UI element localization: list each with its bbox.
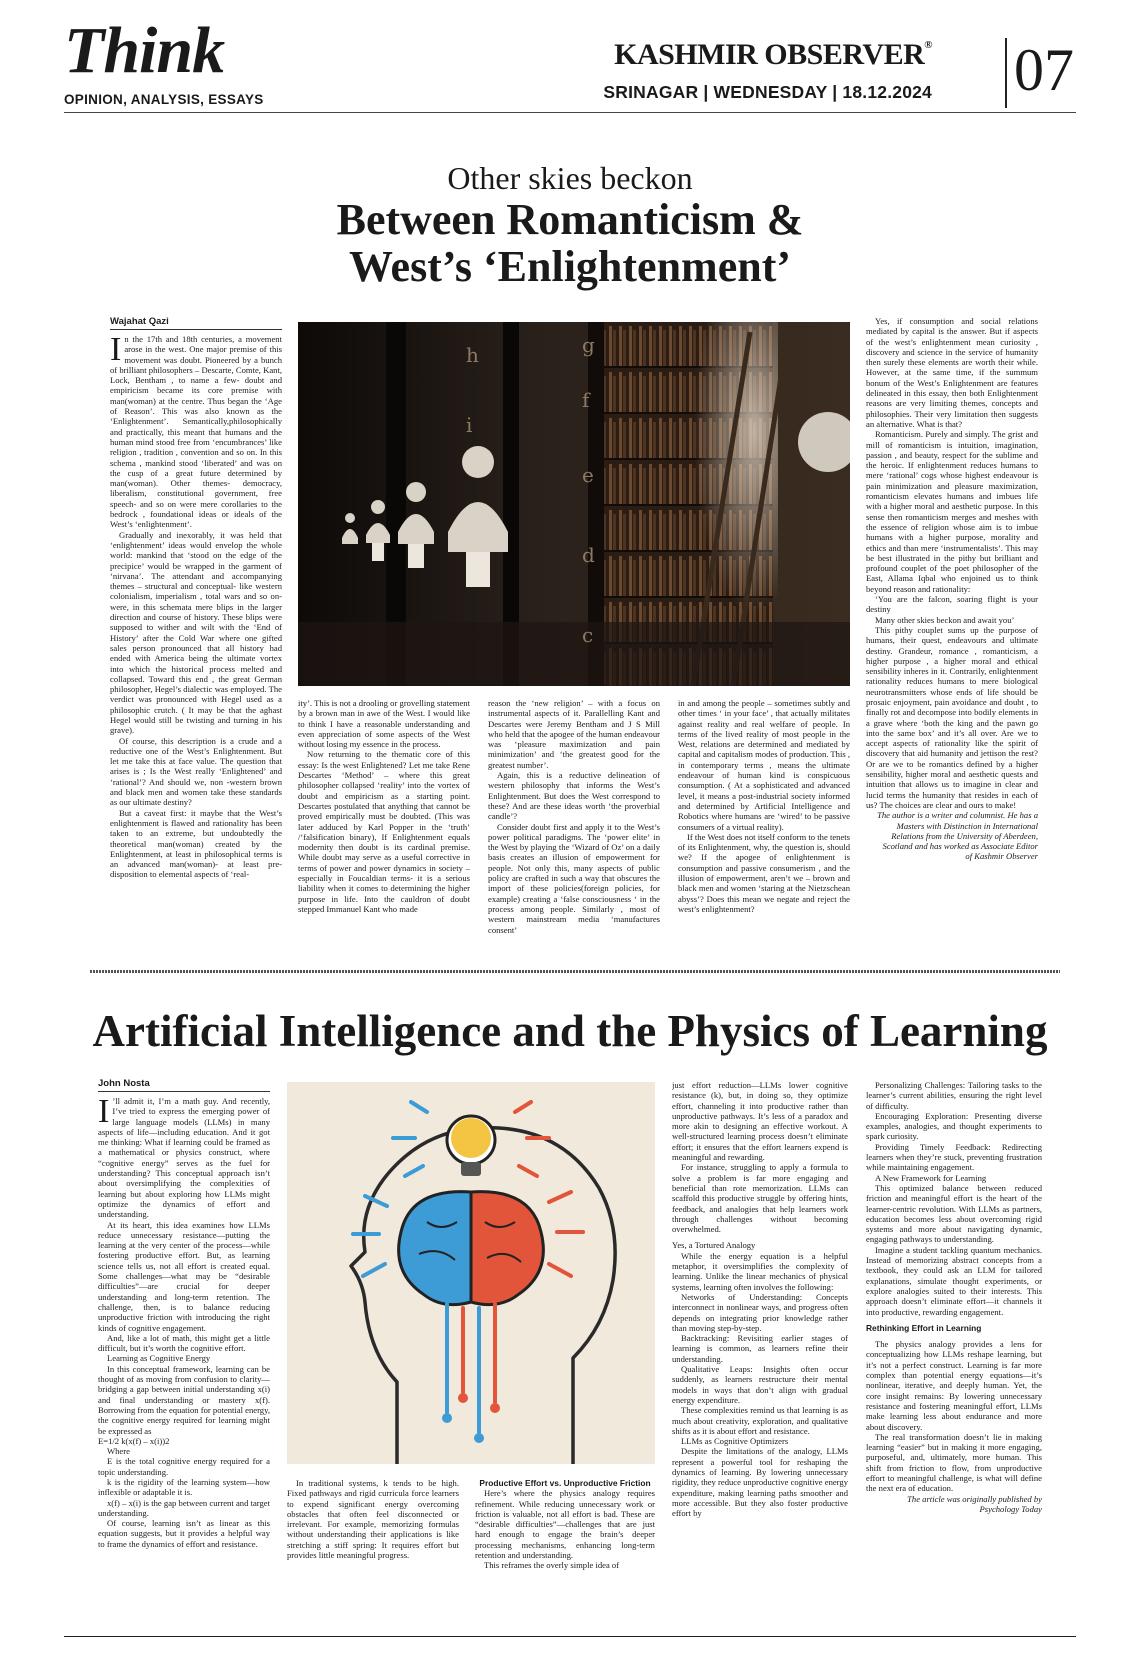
paragraph: k is the rigidity of the learning system—how inflexible or adaptable it is. bbox=[98, 1476, 270, 1498]
paragraph: The physics analogy provides a lens for conceptualizing how LLMs reshape learning, but it’s not a perfect construct. Learning is far more complex than potential energy equations—it’s nonlinear, iterative, and deeply human. Yet, the core insight remains: By lowering unnecessary resistance and fostering meaningful effort, LLMs make learning less about endurance and more about discovery. bbox=[866, 1339, 1042, 1432]
paragraph: Personalizing Challenges: Tailoring tasks to the learner’s current abilities, ensuring the right level of difficulty. bbox=[866, 1080, 1042, 1111]
paragraph: This pithy couplet sums up the purpose of humans, their quest, endeavours and ultimate destiny. Grandeur, romance , romanticism, a higher purpose , a higher moral and ethical sensibility inheres in it. Contrarily, enlightenment rationality reduces humans to mere biological neurotransmitters whose ends of life should be prosaic enjoyment, pain avoidance and doubt , to finally rot and decompose into bodily elements in a grave where ‘both the king and the pawn go into the same box’ and it’s all over. Are we to accept aspects of rationality like the spirit of discovery that aid humanity and jettison the rest? Or are we to be romantics defined by a higher sensibility, higher moral and aesthetic quests and intuition that allows us to imagine in clear and lucid terms the humanity that resides in each of us? The choices are clear and ours to make! bbox=[866, 624, 1038, 810]
article2-column-3 bbox=[475, 1478, 655, 1628]
brain-lightbulb-illustration bbox=[287, 1082, 655, 1464]
paragraph: These complexities remind us that learning is as much about creativity, exploration, and qualitative shifts as it is about effort and resistance. bbox=[672, 1405, 848, 1436]
paragraph: But a caveat first: it maybe that the West’s enlightenment is flawed and rationality has been taken to an extreme, but undoubtedly the theoretical man(woman) created by the Enlightenment, at least in philosophical terms is an advanced man(woman)- at least pre-disposition to elemental aspects of ‘real- bbox=[110, 807, 282, 880]
paragraph: Qualitative Leaps: Insights often occur suddenly, as learners restructure their mental models in ways that don’t align with gradual energy expenditure. bbox=[672, 1364, 848, 1405]
subhead: Yes, a Tortured Analogy bbox=[672, 1240, 756, 1251]
article1-column-2 bbox=[298, 698, 470, 958]
subhead: A New Framework for Learning bbox=[875, 1172, 987, 1183]
poem-line: ‘You are the falcon, soaring flight is your destiny bbox=[866, 594, 1038, 615]
article2-column-2 bbox=[287, 1478, 459, 1628]
poem-line: Many other skies beckon and await you’ bbox=[875, 614, 1015, 625]
dropcap: I bbox=[110, 334, 122, 368]
paragraph: In this conceptual framework, learning can be thought of as moving from confusion to clarity—bridging a gap between initial understanding x(i) and final understanding or mastery x(f). Borrowing from the equation for potential energy, the cognitive energy required for learning might be expressed as bbox=[98, 1363, 270, 1436]
paragraph: Gradually and inexorably, it was held that ‘enlightenment’ ideas would envelop the whole world: mankind that ‘stood on the edge of the precipice’ would be wrapped in the garment of ‘nirvana’. The attendant and accompanying themes – structural and conceptual- like western colonialism, imperialism , total wars and so on- were, in this schemata mere blips in the larger direction and course of history. These blips were supposed to wither and wilt with the ‘End of History’ after the Cold War where one gifted sales person pronounced that all history had ended with America being the ultimate vortex into which the historical process melted and collapsed. Toward this end , the great German philosopher, Hegel’s dialectic was employed. The verdict was pronounced with Hegel used as a philosophic crutch. ( It may be that the aghast Hegel would still be twisting and turning in his grave). bbox=[110, 529, 282, 736]
source-credit: Psychology Today bbox=[979, 1503, 1042, 1514]
paragraph: If the West does not itself conform to the tenets of its Enlightenment, why, the question is, should we? If the apogee of enlightenment is consumption and passive consumerism , and the illusion of empowerment, aren’t we – brown and black men and women ‘staring at the Nietzschean abyss’? Does this mean we negate and reject the west’s enlightenment? bbox=[678, 831, 850, 914]
paragraph: reason the ‘new religion’ – with a focus on instrumental aspects of it. Parallelling Kant and Descartes were Jeremy Bentham and J S Mill who held that the apogee of the human endeavour was ‘pleasure maximization and pain minimization’ and ‘the greatest good for the greatest number’. bbox=[488, 698, 660, 770]
article1-column-5 bbox=[866, 316, 1038, 958]
masthead-divider bbox=[1005, 38, 1007, 108]
article1-column-4 bbox=[678, 698, 850, 958]
page-bottom-rule bbox=[64, 1636, 1076, 1637]
masthead-rule bbox=[64, 112, 1076, 113]
equation: E=1/2 k(x(f) – x(i))2 bbox=[98, 1435, 170, 1446]
paragraph: Encouraging Exploration: Presenting diverse examples, analogies, and thought experiments to spark curiosity. bbox=[866, 1110, 1042, 1142]
paragraph: At its heart, this idea examines how LLMs reduce unnecessary resistance—putting the learning at the very center of the process—while fostering productive effort. But, as learning science tells us, not all effort is created equal. Some challenges—what may be “desirable difficulties”—are crucial for deeper understanding and long-term retention. The challenge, then, is to balance reducing unproductive friction with introducing the right kinds of cognitive engagement. bbox=[98, 1219, 270, 1333]
paragraph: In traditional systems, k tends to be high. Fixed pathways and rigid curricula force learners to expend significant energy overcoming obstacles that often feel disconnected or irrelevant. For example, memorizing formulas without understanding their applications is like stretching a stiff spring: It requires effort but provides little meaningful progress. bbox=[287, 1478, 459, 1561]
shelf-letter: c bbox=[582, 623, 594, 647]
shelf-letter: e bbox=[582, 463, 594, 487]
paragraph: ity’. This is not a drooling or grovelling statement by a brown man in awe of the West. I would like to think I have a reasonable understanding and even appreciation of some aspects of the West without losing my essence in the process. bbox=[298, 698, 470, 750]
paragraph: The real transformation doesn’t lie in making learning “easier” but in making it more engaging, purposeful, and, ultimately, more human. This shift from friction to flow, from unproductive effort to meaningful challenge, is what will define the next era of education. bbox=[866, 1431, 1042, 1494]
paragraph: Imagine a student tackling quantum mechanics. Instead of memorizing abstract concepts from a textbook, they could ask an LLM for tailored explanations, simulate thought experiments, or explore analogies suited to their interests. This approach doesn’t eliminate effort—it channels it into productive, rewarding engagement. bbox=[866, 1244, 1042, 1317]
paragraph: Yes, if consumption and social relations mediated by capital is the answer. But if aspects of the west’s enlightenment mean curiosity , discovery and science in the service of humanity then surely these elements are worth their while. However, at the same time, if the summum bonum of the West’s Enlightenment are features delineated in this essay, then both Enlightenment reasons are very limiting themes, concepts and philosophies. Their very limitation then suggests an alternative. What is that? bbox=[866, 316, 1038, 429]
subhead: Learning as Cognitive Energy bbox=[107, 1353, 211, 1364]
dropcap: I bbox=[98, 1096, 110, 1130]
registered-mark: ® bbox=[924, 39, 932, 51]
paragraph: just effort reduction—LLMs lower cognitive resistance (k), but, in doing so, they optimize effort, channeling it into productive rather than unproductive pathways. It’s less of a paradox and more akin to designing an effective workout. A well-structured learning process doesn’t eliminate effort; it ensures that the effort learners expend is meaningful and rewarding. bbox=[672, 1080, 848, 1163]
subhead: LLMs as Cognitive Optimizers bbox=[681, 1436, 789, 1447]
section-title: Think bbox=[64, 14, 225, 87]
shelf-letter: h bbox=[466, 343, 479, 367]
shelf-letter: d bbox=[582, 543, 595, 567]
article1-column-3 bbox=[488, 698, 660, 958]
author-credit: The author is a writer and columnist. He has a Masters with Distinction in International Relations from the University of Aberdeen, Scotland and has worked as Associate Editor bbox=[877, 810, 1038, 852]
paragraph: Romanticism. Purely and simply. The grist and mill of romanticism is intuition, imagination, passion , and beauty, respect for the sublime and the heroic. If enlightenment reduces humans to mere ‘rational’ cogs whose highest endeavour is pain minimization and pleasure maximization, romanticism elevates humans and imbues life with a higher moral and aesthetic purpose. In this sense then romanticism merges and meshes with the essence of religion whose aim is to imbue humans with a higher purpose, morality and ethics and than mere ‘instrumentalists’. This may be best illustrated in the pithy but brilliant and profound couplet of the poet philosopher of the East, Allama Iqbal who enjoined us to think beyond reason and rationality: bbox=[866, 429, 1038, 594]
brand-name: KASHMIR OBSERVER bbox=[614, 38, 925, 71]
page-number: 07 bbox=[1014, 37, 1074, 103]
image-caption: Productive Effort vs. Unproductive Friction bbox=[479, 1478, 651, 1488]
article2-byline: John Nosta bbox=[98, 1078, 270, 1092]
subhead: Rethinking Effort in Learning bbox=[866, 1322, 982, 1333]
paragraph: in and among the people – sometimes subtly and other times ‘ in your face’ , that actually militates against reality and real welfare of people. In terms of the lived reality of most people in the West, relations are determined and mediated by capital and capitalism modes of production. This , in contemporary terms , means the ultimate endeavour of human kind is conspicuous consumption. ( At a sophisticated and advanced level, it means a post-industrial society informed and determined by Artificial Intelligence and Robotics where humans are ‘wired’ to be passive consumers of a virtual reality). bbox=[678, 698, 850, 832]
author-credit: of Kashmir Observer bbox=[965, 851, 1038, 862]
shelf-letter: i bbox=[466, 413, 473, 437]
article-divider bbox=[90, 970, 1060, 973]
paragraph: Of course, this description is a crude and a reductive one of the West’s Enlightenment. But let me take this at face value. The question that arises is ; Is the West really ‘Enlightened’ and ‘rational’? And should we, non -western brown and black men and women take these standards as our ultimate destiny? bbox=[110, 735, 282, 808]
lightbulb-icon bbox=[451, 1118, 491, 1158]
article1-headline-line1: Between Romanticism & bbox=[336, 195, 804, 244]
dateline: SRINAGAR | WEDNESDAY | 18.12.2024 bbox=[603, 82, 932, 102]
paragraph: Of course, learning isn’t as linear as this equation suggests, but it provides a helpful way to frame the dynamics of effort and resistance. bbox=[98, 1518, 270, 1549]
shelf-letter: f bbox=[582, 388, 590, 412]
library-busts-photo bbox=[298, 322, 850, 686]
paragraph: ’ll admit it, I’m a math guy. And recently, I’ve tried to express the emerging power of large language models (LLMs) in many aspects of life—including education. And it got me thinking: What if learning could be framed as a mathematical or physics construct, where “cognitive energy” serves as the fuel for understanding? This conceptual approach isn’t about oversimplifying the complexities of learning but about exploring how LLMs might optimize the dynamics of effort and understanding. bbox=[98, 1096, 270, 1220]
paragraph: Networks of Understanding: Concepts interconnect in nonlinear ways, and progress often depends on integrating prior knowledge rather than moving step-by-step. bbox=[672, 1291, 848, 1333]
head-brain-illustration bbox=[287, 1082, 655, 1464]
shelf-letter: g bbox=[582, 333, 595, 357]
article1-headline-line2: West’s ‘Enlightenment’ bbox=[348, 242, 792, 291]
paragraph: Backtracking: Revisiting earlier stages of learning is common, as learners refine their understanding. bbox=[672, 1333, 848, 1364]
article2-column-4 bbox=[672, 1080, 848, 1628]
article1-kicker: Other skies beckon bbox=[447, 160, 693, 196]
paragraph: While the energy equation is a helpful metaphor, it oversimplifies the complexity of learning. Unlike the linear mechanics of physical systems, learning often involves the following: bbox=[672, 1250, 848, 1292]
paragraph: n the 17th and 18th centuries, a movement arose in the west. One major premise of this movement was doubt. Pioneered by a bunch of brilliant philosophers – Descarte, Comte, Kant, Lock, Bentham , to name a few- doubt and empiricism became its core premise with man(woman) at the centre. Thus began the ‘Age of Reason’. This was also known as the ‘Enlightenment’. Semantically,philosophically and practically, this meant that humans and the human mind stood free from ‘encumbrances’ like religion , tradition , convention and so on. In this schema , mankind stood ‘liberated’ and was on the cusp of a great future determined by man(woman). Other themes- democracy, liberalism, constitutional government, free speech- and so on were mere corollaries to the bedrock , foundational ideas or ideals of the West’s ‘enlightenment’. bbox=[110, 334, 282, 530]
newspaper-brand bbox=[614, 40, 932, 70]
paragraph: Despite the limitations of the analogy, LLMs represent a powerful tool for reshaping the dynamics of learning. By lowering unnecessary rigidity, they reduce unproductive cognitive energy expenditure, making learning paths smoother and more accessible. But they also foster productive effort by bbox=[672, 1446, 848, 1519]
article2-headline: Artificial Intelligence and the Physics of Learning bbox=[92, 1006, 1048, 1056]
paragraph: This reframes the overly simple idea of bbox=[484, 1560, 620, 1571]
paragraph: x(f) – x(i) is the gap between current and target understanding. bbox=[98, 1497, 270, 1518]
paragraph: E is the total cognitive energy required for a topic understanding. bbox=[98, 1456, 270, 1477]
article1-byline: Wajahat Qazi bbox=[110, 316, 282, 330]
paragraph: This optimized balance between reduced friction and meaningful effort is the heart of the learner-centric revolution. With LLMs as partners, education becomes less about overcoming rigid systems and more about navigating dynamic, engaging pathways to understanding. bbox=[866, 1182, 1042, 1245]
article1-headline bbox=[0, 196, 1140, 290]
paragraph: Consider doubt first and apply it to the West’s power political paradigms. The ‘power elite’ in the West by playing the ‘Wizard of Oz’ on a daily basis creates an illusion of empowerment for people. Not only this, many aspects of public policy are crafted in such a way that obscures the import of these policies(foreign policies, for example) creating a ‘false consciousness ‘ in the process among people. Similarly , most of western mainstream media ‘manufactures consent’ bbox=[488, 821, 660, 935]
article2-column-5 bbox=[866, 1080, 1042, 1628]
library-busts-illustration bbox=[298, 322, 850, 686]
paragraph: Providing Timely Feedback: Redirecting learners when they’re stuck, preventing frustration while maintaining engagement. bbox=[866, 1141, 1042, 1173]
source-credit: The article was originally published by bbox=[907, 1493, 1042, 1504]
paragraph: Again, this is a reductive delineation of western philosophy that informs the West’s Enlightenment. But does the West correspond to these? And are these ideas worth ‘the proverbial candle’? bbox=[488, 770, 660, 822]
paragraph: Here’s where the physics analogy requires refinement. While reducing unnecessary work or friction is valuable, not all effort is bad. These are “desirable difficulties”—challenges that are just hard enough to engage the brain’s deeper processing mechanisms, enhancing long-term retention and understanding. bbox=[475, 1488, 655, 1561]
section-subtitle: OPINION, ANALYSIS, ESSAYS bbox=[64, 92, 264, 107]
paragraph: For instance, struggling to apply a formula to solve a problem is far more engaging and beneficial than rote memorization. LLMs can scaffold this productive struggle by offering hints, feedback, and analogies that help learners work through challenges without becoming overwhelmed. bbox=[672, 1162, 848, 1235]
paragraph: Where bbox=[107, 1446, 130, 1457]
article2-column-1 bbox=[98, 1096, 270, 1628]
paragraph: Now returning to the thematic core of this essay: Is the west Enlightened? Let me take Rene Descartes ‘Method’ – where this great philosopher collapsed ‘reality’ into the vortex of doubt and empiricism as a starting point. Descartes postulated that anything that cannot be proved empirically must be doubted. (This was later adduced by Karl Popper in the ‘truth’ /‘falsification binary), If Enlightenment equals modernity then doubt is its cardinal premise. While doubt may serve as a useful corrective in terms of power and power dynamics in society – especially in Foucaldian terms- it is a serious liability when it comes to determining the higher purpose in life. Into the cauldron of doubt stepped Immanuel Kant who made bbox=[298, 749, 470, 914]
article1-column-1 bbox=[110, 334, 282, 974]
paragraph: And, like a lot of math, this might get a little difficult, but it’s worth the cognitive effort. bbox=[98, 1332, 270, 1354]
